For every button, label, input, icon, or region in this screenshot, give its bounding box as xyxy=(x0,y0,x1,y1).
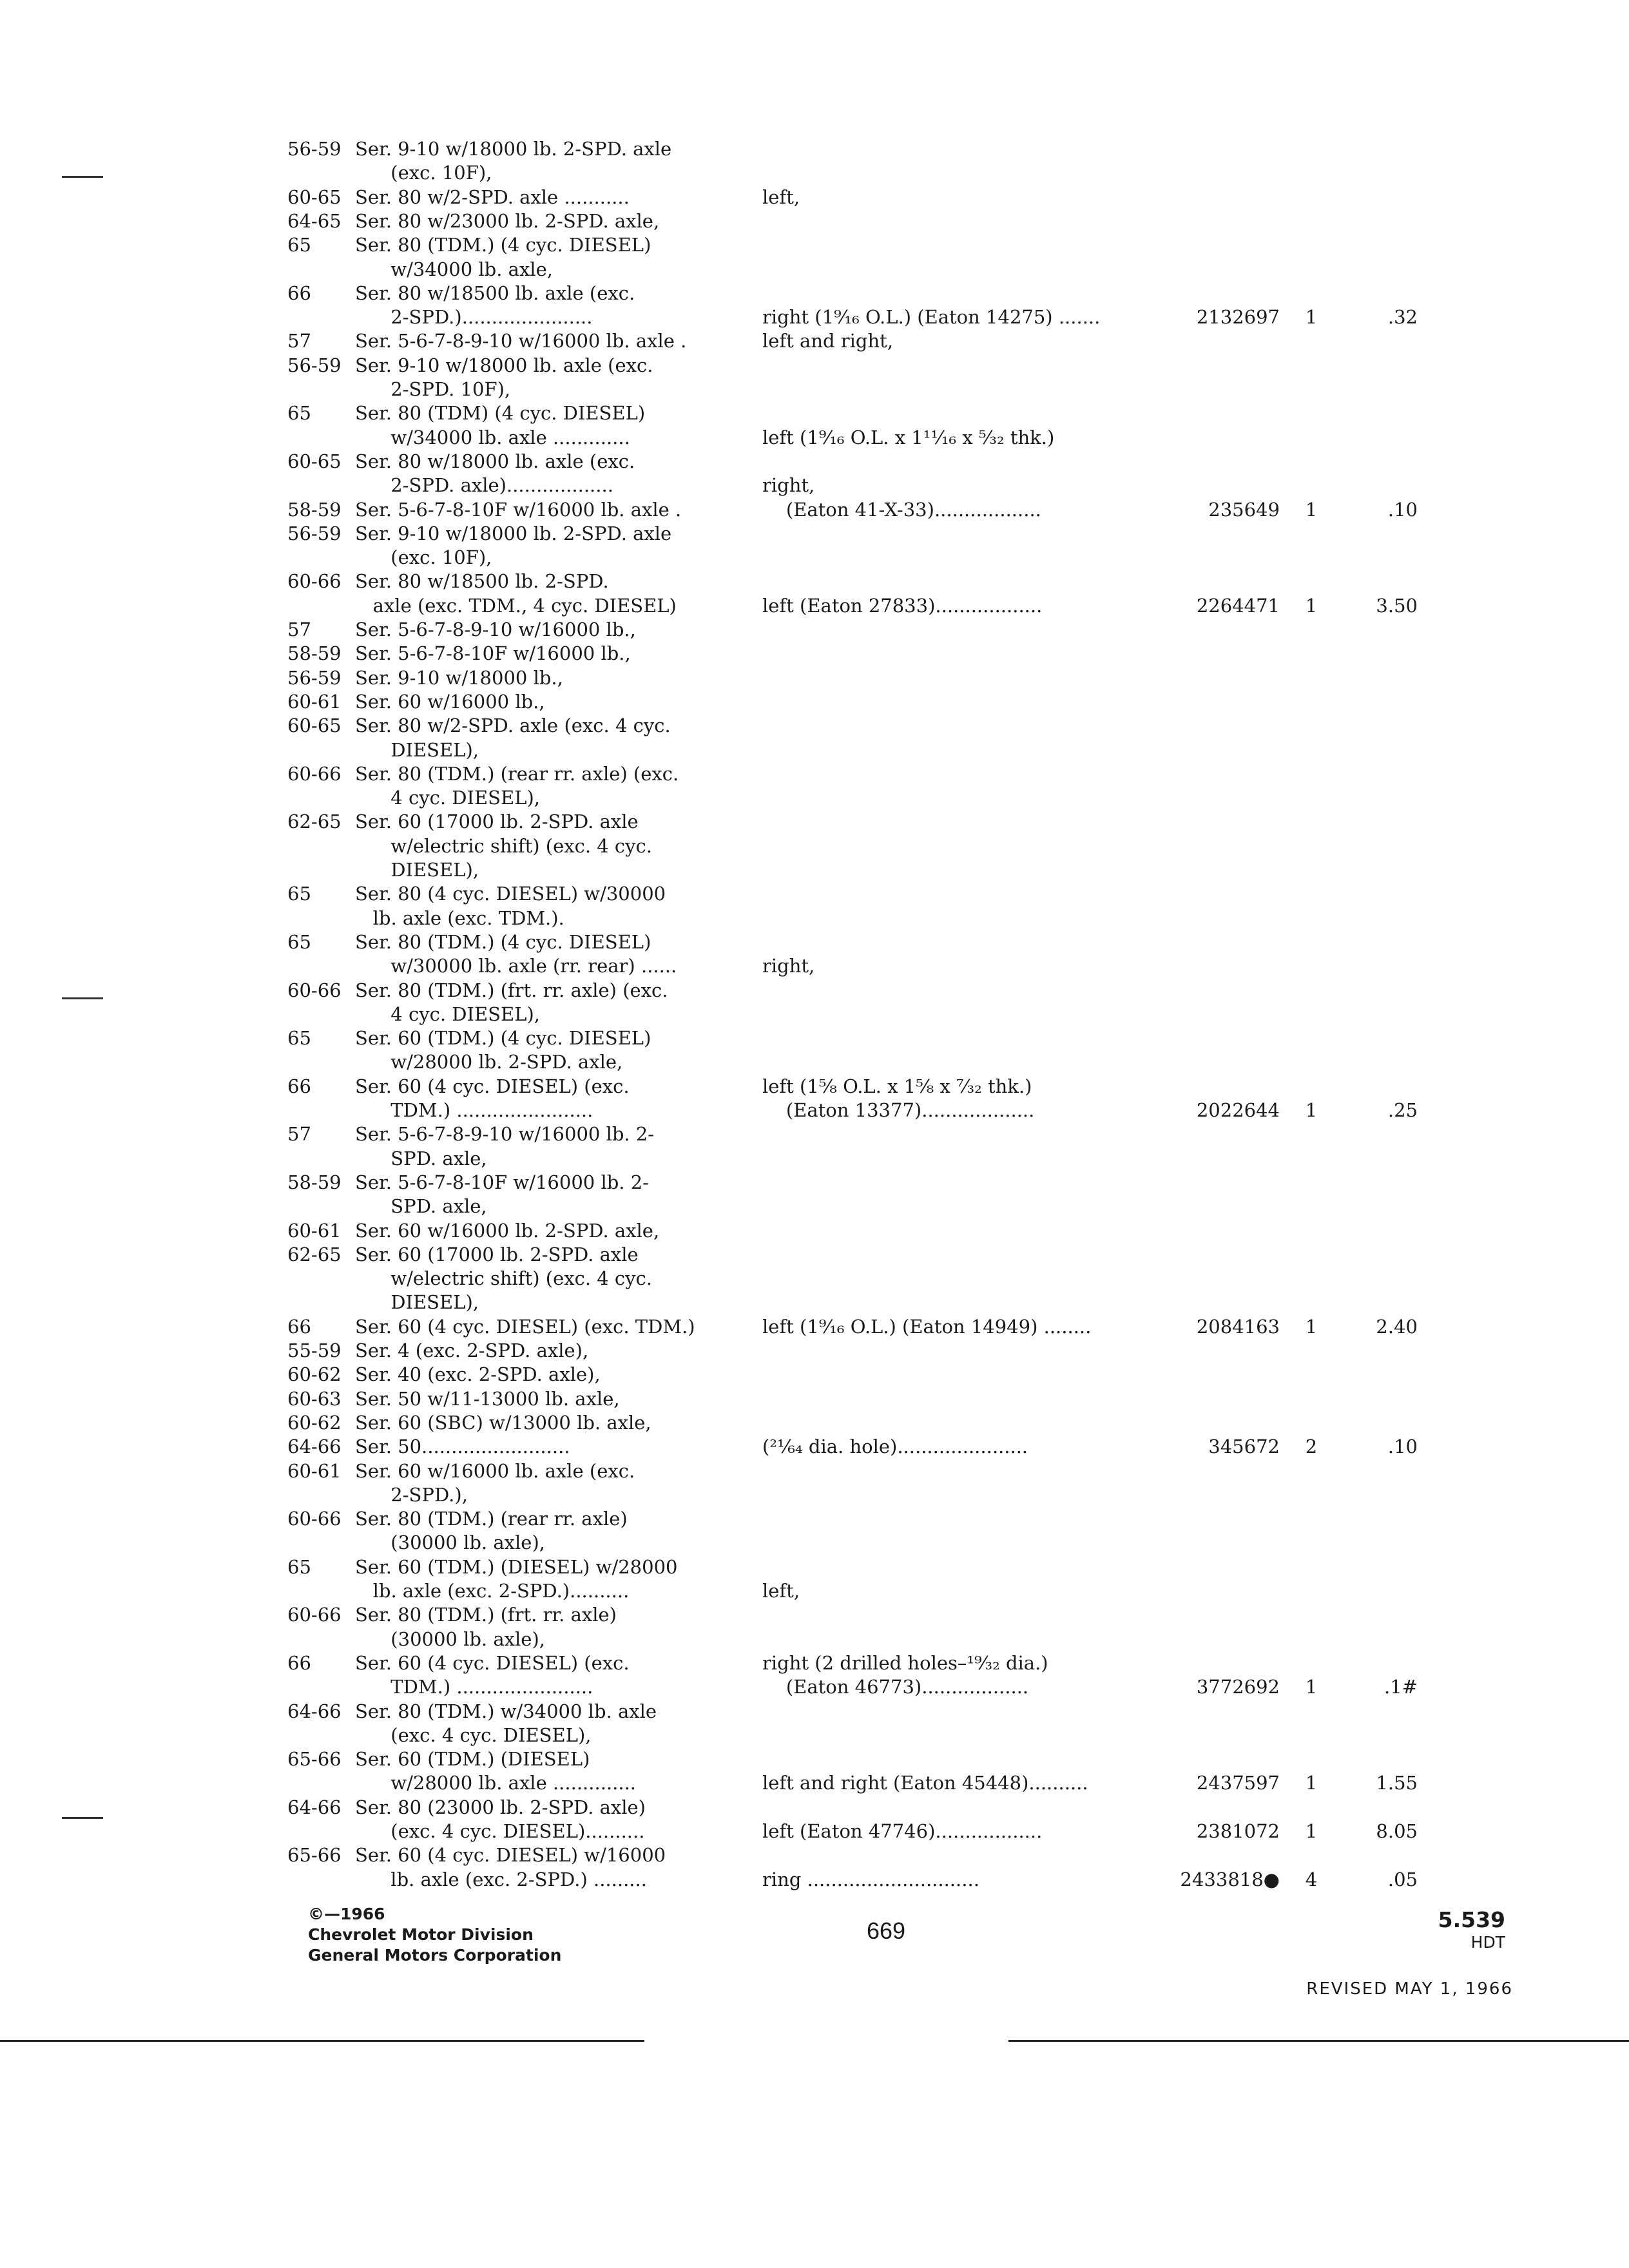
parts-row xyxy=(0,329,1629,353)
series-description: Ser. 80 (TDM.) (rear rr. axle) (exc. xyxy=(355,762,679,785)
parts-row xyxy=(0,834,1629,858)
parts-row xyxy=(0,1723,1629,1747)
parts-row xyxy=(0,185,1629,209)
parts-row xyxy=(0,353,1629,378)
series-description: (exc. 4 cyc. DIESEL).......... xyxy=(355,1820,645,1842)
parts-row xyxy=(0,1819,1629,1843)
series-description: lb. axle (exc. 2-SPD.).......... xyxy=(355,1580,630,1602)
series-description: w/30000 lb. axle (rr. rear) ...... xyxy=(355,955,677,977)
binder-hole-mark xyxy=(62,997,103,999)
item-description: left, xyxy=(762,1580,800,1602)
parts-row xyxy=(0,1771,1629,1795)
part-number: 2132697 xyxy=(1196,306,1280,329)
parts-row xyxy=(0,881,1629,906)
list-price: 3.50 xyxy=(1376,594,1418,617)
year-range: 65 xyxy=(287,402,311,425)
item-description: left (Eaton 47746).................. xyxy=(762,1820,1043,1842)
quantity: 1 xyxy=(1305,594,1318,617)
quantity: 1 xyxy=(1305,1820,1318,1842)
year-range: 56-59 xyxy=(287,666,342,689)
parts-row xyxy=(0,738,1629,762)
series-description: Ser. 80 (4 cyc. DIESEL) w/30000 xyxy=(355,883,666,905)
quantity: 1 xyxy=(1305,1676,1318,1698)
year-range: 60-66 xyxy=(287,1604,342,1626)
year-range: 60-61 xyxy=(287,690,342,713)
corporation-name: General Motors Corporation xyxy=(308,1946,562,1965)
year-range: 62-65 xyxy=(287,1243,342,1265)
parts-row xyxy=(0,305,1629,329)
year-range: 57 xyxy=(287,1123,311,1146)
year-range: 60-62 xyxy=(287,1363,342,1386)
list-price: .32 xyxy=(1387,306,1418,329)
parts-row xyxy=(0,858,1629,882)
series-description: Ser. 50......................... xyxy=(355,1436,570,1458)
parts-row xyxy=(0,257,1629,282)
parts-row xyxy=(0,425,1629,450)
series-description: Ser. 80 (TDM.) (rear rr. axle) xyxy=(355,1508,628,1530)
publisher-block xyxy=(308,1904,561,1966)
parts-row xyxy=(0,930,1629,954)
series-description: DIESEL), xyxy=(355,1291,479,1314)
list-price: 8.05 xyxy=(1376,1820,1418,1842)
parts-row xyxy=(0,1843,1629,1867)
part-number: 2381072 xyxy=(1196,1820,1280,1842)
year-range: 66 xyxy=(287,1075,311,1097)
year-range: 65-66 xyxy=(287,1844,342,1867)
quantity: 1 xyxy=(1305,306,1318,329)
list-price: .10 xyxy=(1387,498,1418,521)
item-description: right, xyxy=(762,474,815,497)
part-number: 235649 xyxy=(1208,498,1280,521)
year-range: 58-59 xyxy=(287,1171,342,1193)
series-description: 4 cyc. DIESEL), xyxy=(355,1003,540,1025)
parts-row xyxy=(0,1122,1629,1146)
series-description: (exc. 10F), xyxy=(355,162,492,184)
series-description: Ser. 60 (TDM.) (4 cyc. DIESEL) xyxy=(355,1027,651,1050)
parts-row xyxy=(0,1146,1629,1171)
series-description: Ser. 60 w/16000 lb., xyxy=(355,690,545,713)
series-description: Ser. 80 w/2-SPD. axle (exc. 4 cyc. xyxy=(355,715,671,737)
series-description: Ser. 9-10 w/18000 lb. 2-SPD. axle xyxy=(355,138,672,160)
list-price: 1.55 xyxy=(1376,1772,1418,1794)
parts-row xyxy=(0,1410,1629,1435)
parts-row xyxy=(0,1290,1629,1314)
parts-row xyxy=(0,954,1629,978)
series-description: Ser. 5-6-7-8-9-10 w/16000 lb. axle . xyxy=(355,330,687,352)
item-description: right, xyxy=(762,955,815,977)
item-description: (Eaton 46773).................. xyxy=(762,1676,1029,1698)
series-description: (30000 lb. axle), xyxy=(355,1532,545,1554)
list-price: .1# xyxy=(1384,1676,1418,1698)
item-description: right (1⁹⁄₁₆ O.L.) (Eaton 14275) ....... xyxy=(762,306,1101,329)
parts-row xyxy=(0,1530,1629,1555)
series-description: TDM.) ....................... xyxy=(355,1099,593,1121)
year-range: 62-65 xyxy=(287,811,342,833)
year-range: 57 xyxy=(287,619,311,640)
parts-row xyxy=(0,401,1629,425)
parts-row xyxy=(0,713,1629,738)
parts-row xyxy=(0,641,1629,666)
part-number: 3772692 xyxy=(1196,1676,1280,1698)
series-description: Ser. 5-6-7-8-9-10 w/16000 lb., xyxy=(355,619,636,640)
series-description: Ser. 4 (exc. 2-SPD. axle), xyxy=(355,1340,589,1361)
series-description: DIESEL), xyxy=(355,859,479,881)
series-description: DIESEL), xyxy=(355,738,479,761)
parts-row xyxy=(0,1387,1629,1411)
item-description: ring ............................. xyxy=(762,1868,979,1890)
quantity: 1 xyxy=(1305,1315,1318,1338)
year-range: 60-63 xyxy=(287,1387,342,1410)
series-description: 2-SPD.), xyxy=(355,1483,468,1506)
year-range: 56-59 xyxy=(287,354,342,376)
parts-row xyxy=(0,1579,1629,1603)
parts-row xyxy=(0,1602,1629,1627)
series-description: Ser. 60 (17000 lb. 2-SPD. axle xyxy=(355,811,639,833)
list-price: .10 xyxy=(1387,1436,1418,1458)
year-range: 60-66 xyxy=(287,570,342,593)
item-description: (²¹⁄₆₄ dia. hole)...................... xyxy=(762,1436,1028,1458)
parts-row xyxy=(0,160,1629,185)
quantity: 1 xyxy=(1305,498,1318,521)
series-description: Ser. 60 w/16000 lb. axle (exc. xyxy=(355,1459,635,1482)
series-description: Ser. 40 (exc. 2-SPD. axle), xyxy=(355,1363,601,1386)
year-range: 65 xyxy=(287,234,311,256)
series-description: Ser. 80 (TDM) (4 cyc. DIESEL) xyxy=(355,402,646,425)
parts-row xyxy=(0,521,1629,546)
series-description: Ser. 80 (TDM.) w/34000 lb. axle xyxy=(355,1700,657,1722)
year-range: 57 xyxy=(287,330,311,352)
year-range: 60-65 xyxy=(287,715,342,737)
parts-row xyxy=(0,1074,1629,1099)
series-description: (exc. 4 cyc. DIESEL), xyxy=(355,1724,592,1746)
section-number: 5.539 xyxy=(1438,1907,1505,1932)
page-number: 669 xyxy=(867,1917,906,1944)
quantity: 4 xyxy=(1305,1868,1318,1890)
list-price: .25 xyxy=(1387,1099,1418,1121)
parts-row xyxy=(0,1002,1629,1026)
year-range: 55-59 xyxy=(287,1340,342,1361)
item-description: (Eaton 13377)................... xyxy=(762,1099,1035,1121)
parts-row xyxy=(0,666,1629,690)
series-description: axle (exc. TDM., 4 cyc. DIESEL) xyxy=(355,594,677,617)
year-range: 60-61 xyxy=(287,1219,342,1242)
series-description: Ser. 50 w/11-13000 lb. axle, xyxy=(355,1387,620,1410)
parts-row xyxy=(0,545,1629,570)
year-range: 60-66 xyxy=(287,979,342,1001)
quantity: 1 xyxy=(1305,1099,1318,1121)
year-range: 58-59 xyxy=(287,498,342,521)
parts-row xyxy=(0,497,1629,522)
bottom-rule xyxy=(0,2040,644,2042)
year-range: 60-66 xyxy=(287,762,342,785)
year-range: 56-59 xyxy=(287,522,342,544)
series-description: Ser. 80 w/18500 lb. 2-SPD. xyxy=(355,570,609,593)
list-price: 2.40 xyxy=(1376,1315,1418,1338)
parts-row xyxy=(0,281,1629,305)
parts-row xyxy=(0,978,1629,1003)
year-range: 66 xyxy=(287,282,311,304)
item-description: left (1⁵⁄₈ O.L. x 1⁵⁄₈ x ⁷⁄₃₂ thk.) xyxy=(762,1075,1032,1097)
series-description: Ser. 80 w/18500 lb. axle (exc. xyxy=(355,282,635,304)
series-description: Ser. 80 (23000 lb. 2-SPD. axle) xyxy=(355,1796,646,1818)
part-number: 2084163 xyxy=(1196,1315,1280,1338)
series-description: Ser. 60 (4 cyc. DIESEL) w/16000 xyxy=(355,1844,666,1867)
series-description: Ser. 5-6-7-8-10F w/16000 lb., xyxy=(355,642,631,665)
series-description: w/28000 lb. axle .............. xyxy=(355,1772,637,1794)
series-description: Ser. 60 w/16000 lb. 2-SPD. axle, xyxy=(355,1219,660,1242)
parts-row xyxy=(0,473,1629,497)
parts-row xyxy=(0,1050,1629,1074)
series-description: Ser. 60 (SBC) w/13000 lb. axle, xyxy=(355,1411,651,1434)
series-description: 2-SPD. axle).................. xyxy=(355,474,613,497)
copyright: ©—1966 xyxy=(308,1905,385,1923)
item-description: left (1⁹⁄₁₆ O.L.) (Eaton 14949) ........ xyxy=(762,1315,1092,1338)
series-description: w/28000 lb. 2-SPD. axle, xyxy=(355,1051,623,1073)
parts-row xyxy=(0,1506,1629,1531)
parts-row xyxy=(0,1675,1629,1699)
parts-row xyxy=(0,689,1629,714)
year-range: 64-66 xyxy=(287,1796,342,1818)
parts-row xyxy=(0,1098,1629,1122)
part-number: 2264471 xyxy=(1196,594,1280,617)
series-description: Ser. 80 w/23000 lb. 2-SPD. axle, xyxy=(355,209,660,232)
revision-note: REVISED MAY 1, 1966 xyxy=(1306,1979,1513,1999)
parts-row xyxy=(0,1555,1629,1579)
year-range: 65 xyxy=(287,883,311,905)
year-range: 60-62 xyxy=(287,1411,342,1434)
series-description: Ser. 60 (TDM.) (DIESEL) xyxy=(355,1748,590,1771)
series-description: TDM.) ....................... xyxy=(355,1676,593,1698)
item-description: (Eaton 41-X-33).................. xyxy=(762,498,1041,521)
parts-row xyxy=(0,1483,1629,1507)
parts-row xyxy=(0,1242,1629,1267)
year-range: 60-65 xyxy=(287,450,342,472)
year-range: 66 xyxy=(287,1315,311,1338)
series-description: Ser. 5-6-7-8-9-10 w/16000 lb. 2- xyxy=(355,1123,655,1146)
parts-row xyxy=(0,1026,1629,1050)
parts-row xyxy=(0,593,1629,618)
parts-row xyxy=(0,1170,1629,1195)
quantity: 1 xyxy=(1305,1772,1318,1794)
parts-row xyxy=(0,1218,1629,1243)
section-block xyxy=(1438,1907,1505,1952)
series-description: Ser. 60 (4 cyc. DIESEL) (exc. xyxy=(355,1651,630,1674)
parts-row xyxy=(0,233,1629,257)
series-description: Ser. 9-10 w/18000 lb. axle (exc. xyxy=(355,354,653,376)
series-description: w/electric shift) (exc. 4 cyc. xyxy=(355,834,653,857)
year-range: 58-59 xyxy=(287,642,342,665)
series-description: Ser. 80 (TDM.) (4 cyc. DIESEL) xyxy=(355,930,651,953)
year-range: 64-66 xyxy=(287,1436,342,1458)
series-description: Ser. 9-10 w/18000 lb., xyxy=(355,666,563,689)
part-number: 2437597 xyxy=(1196,1772,1280,1794)
series-description: Ser. 60 (4 cyc. DIESEL) (exc. TDM.) xyxy=(355,1315,695,1338)
parts-row xyxy=(0,377,1629,401)
year-range: 60-65 xyxy=(287,186,342,208)
section-code: HDT xyxy=(1470,1933,1505,1952)
parts-row xyxy=(0,1194,1629,1218)
series-description: Ser. 5-6-7-8-10F w/16000 lb. 2- xyxy=(355,1171,649,1193)
parts-row xyxy=(0,137,1629,161)
series-description: Ser. 80 w/2-SPD. axle ........... xyxy=(355,186,630,208)
parts-row xyxy=(0,617,1629,642)
series-description: (exc. 10F), xyxy=(355,546,492,569)
series-description: SPD. axle, xyxy=(355,1195,487,1218)
parts-row xyxy=(0,906,1629,930)
bottom-rule xyxy=(1008,2040,1629,2042)
item-description: left (Eaton 27833).................. xyxy=(762,594,1043,617)
series-description: Ser. 60 (17000 lb. 2-SPD. axle xyxy=(355,1243,639,1265)
part-number: 345672 xyxy=(1208,1436,1280,1458)
item-description: left, xyxy=(762,186,800,208)
year-range: 60-61 xyxy=(287,1459,342,1482)
parts-row xyxy=(0,1795,1629,1820)
year-range: 56-59 xyxy=(287,138,342,160)
series-description: Ser. 80 (TDM.) (4 cyc. DIESEL) xyxy=(355,234,651,256)
series-description: w/electric shift) (exc. 4 cyc. xyxy=(355,1267,653,1290)
parts-row xyxy=(0,1314,1629,1339)
parts-row xyxy=(0,1434,1629,1459)
parts-row xyxy=(0,1747,1629,1771)
series-description: 4 cyc. DIESEL), xyxy=(355,787,540,809)
part-number: 2433818● xyxy=(1180,1868,1280,1890)
parts-row xyxy=(0,1266,1629,1291)
year-range: 65 xyxy=(287,1555,311,1578)
series-description: w/34000 lb. axle ............. xyxy=(355,426,630,448)
parts-row xyxy=(0,1362,1629,1387)
list-price: .05 xyxy=(1387,1868,1418,1890)
series-description: (30000 lb. axle), xyxy=(355,1628,545,1650)
series-description: Ser. 5-6-7-8-10F w/16000 lb. axle . xyxy=(355,498,682,521)
parts-row xyxy=(0,1459,1629,1483)
year-range: 64-66 xyxy=(287,1700,342,1722)
parts-row xyxy=(0,1699,1629,1724)
parts-row xyxy=(0,569,1629,593)
year-range: 64-65 xyxy=(287,209,342,232)
year-range: 66 xyxy=(287,1651,311,1674)
series-description: Ser. 80 (TDM.) (frt. rr. axle) (exc. xyxy=(355,979,668,1001)
year-range: 65 xyxy=(287,930,311,953)
year-range: 65-66 xyxy=(287,1748,342,1771)
series-description: Ser. 80 (TDM.) (frt. rr. axle) xyxy=(355,1604,617,1626)
series-description: w/34000 lb. axle, xyxy=(355,258,553,280)
series-description: Ser. 9-10 w/18000 lb. 2-SPD. axle xyxy=(355,522,672,544)
parts-row xyxy=(0,1627,1629,1651)
parts-row xyxy=(0,449,1629,474)
binder-hole-mark xyxy=(62,176,103,178)
quantity: 2 xyxy=(1305,1436,1318,1458)
parts-row xyxy=(0,1338,1629,1363)
part-number: 2022644 xyxy=(1196,1099,1280,1121)
item-description: left and right (Eaton 45448).......... xyxy=(762,1772,1088,1794)
series-description: SPD. axle, xyxy=(355,1147,487,1169)
parts-row xyxy=(0,1651,1629,1675)
item-description: left (1⁹⁄₁₆ O.L. x 1¹¹⁄₁₆ x ⁵⁄₃₂ thk.) xyxy=(762,426,1055,448)
series-description: lb. axle (exc. 2-SPD.) ......... xyxy=(355,1868,647,1890)
series-description: lb. axle (exc. TDM.). xyxy=(355,907,564,929)
parts-row xyxy=(0,762,1629,786)
binder-hole-mark xyxy=(62,1817,103,1819)
series-description: Ser. 60 (4 cyc. DIESEL) (exc. xyxy=(355,1075,630,1097)
parts-row xyxy=(0,785,1629,810)
series-description: Ser. 80 w/18000 lb. axle (exc. xyxy=(355,450,635,472)
series-description: 2-SPD. 10F), xyxy=(355,378,511,400)
year-range: 60-66 xyxy=(287,1508,342,1530)
series-description: Ser. 60 (TDM.) (DIESEL) w/28000 xyxy=(355,1555,678,1578)
division-name: Chevrolet Motor Division xyxy=(308,1925,534,1944)
year-range: 65 xyxy=(287,1027,311,1050)
item-description: right (2 drilled holes–¹⁹⁄₃₂ dia.) xyxy=(762,1651,1048,1674)
item-description: left and right, xyxy=(762,330,894,352)
parts-row xyxy=(0,809,1629,834)
parts-row xyxy=(0,1867,1629,1892)
parts-row xyxy=(0,209,1629,233)
series-description: 2-SPD.)...................... xyxy=(355,306,593,329)
